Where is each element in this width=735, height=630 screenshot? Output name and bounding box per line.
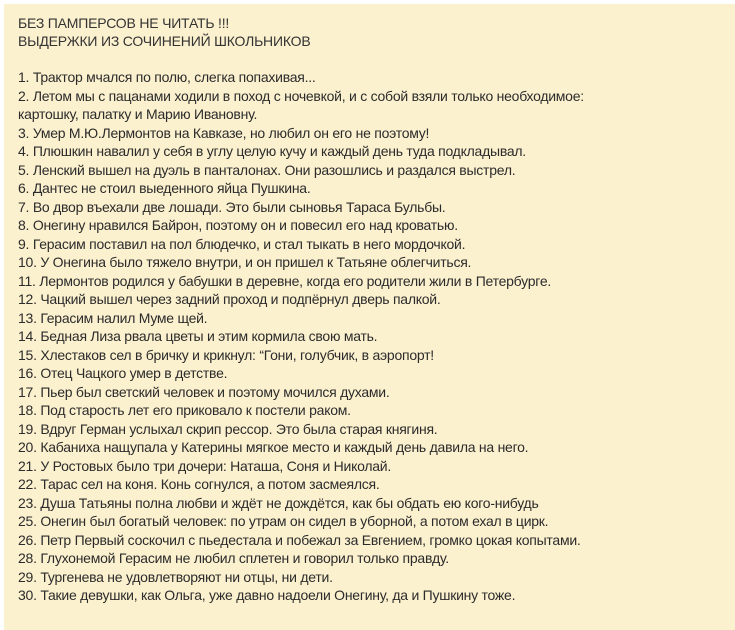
list-item: 30. Такие девушки, как Ольга, уже давно надоели Онегину, да и Пушкину тоже. xyxy=(18,587,516,603)
quotes-list xyxy=(18,68,735,605)
list-item: 23. Душа Татьяны полна любви и ждёт не дождётся, как бы обдать ею кого-нибудь xyxy=(18,494,539,511)
list-item: 1. Трактор мчался по полю, слегка попахивая... xyxy=(18,69,316,85)
list-item: 9. Герасим поставил на пол блюдечко, и стал тыкать в него мордочкой. xyxy=(18,235,466,252)
post-title xyxy=(18,14,735,50)
list-item: 11. Лермонтов родился у бабушки в деревне, когда его родители жили в Петербурге. xyxy=(18,272,551,289)
list-item: 4. Плюшкин навалил у себя в углу целую кучу и каждый день туда подкладывал. xyxy=(18,143,526,159)
list-item: 19. Вдруг Герман услыхал скрип рессор. Это была старая княгиня. xyxy=(18,420,438,437)
list-item: 15. Хлестаков сел в бричку и крикнул: “Гони, голубчик, в аэропорт! xyxy=(18,346,434,363)
list-item: 26. Петр Первый соскочил с пьедестала и побежал за Евгением, громко цокая копытами. xyxy=(18,531,581,548)
title-line-2: ВЫДЕРЖКИ ИЗ СОЧИНЕНИЙ ШКОЛЬНИКОВ xyxy=(18,33,311,49)
list-item: 16. Отец Чацкого умер в детстве. xyxy=(18,365,228,381)
list-item: 2. Летом мы с пацанами ходили в поход с ночевкой, и с собой взяли только необходимое: картошку, палатку и Марию Ивановну. xyxy=(18,87,584,122)
list-item: 13. Герасим налил Муме щей. xyxy=(18,309,208,326)
title-line-1: БЕЗ ПАМПЕРСОВ НЕ ЧИТАТЬ !!! xyxy=(18,15,230,31)
list-item: 3. Умер М.Ю.Лермонтов на Кавказе, но любил он его не поэтому! xyxy=(18,124,430,141)
list-item: 28. Глухонемой Герасим не любил сплетен и говорил только правду. xyxy=(18,550,449,566)
list-item: 14. Бедная Лиза рвала цветы и этим кормила свою мать. xyxy=(18,328,378,344)
list-item: 17. Пьер был светский человек и поэтому мочился духами. xyxy=(18,383,390,400)
list-item: 20. Кабаниха нащупала у Катерины мягкое место и каждый день давила на него. xyxy=(18,439,529,455)
list-item: 7. Во двор въехали две лошади. Это были сыновья Тараса Бульбы. xyxy=(18,198,446,215)
post-card xyxy=(4,4,735,630)
list-item: 8. Онегину нравился Байрон, поэтому он и повесил его над кроватью. xyxy=(18,217,458,233)
list-item: 6. Дантес не стоил выеденного яйца Пушкина. xyxy=(18,180,311,196)
list-item: 18. Под старость лет его приковало к постели раком. xyxy=(18,402,351,418)
list-item: 12. Чацкий вышел через задний проход и подпёрнул дверь палкой. xyxy=(18,291,441,307)
list-item: 10. У Онегина было тяжело внутри, и он пришел к Татьяне облегчиться. xyxy=(18,254,472,270)
list-item: 29. Тургенева не удовлетворяют ни отцы, ни дети. xyxy=(18,568,333,585)
list-item: 21. У Ростовых было три дочери: Наташа, Соня и Николай. xyxy=(18,457,392,474)
list-item: 5. Ленский вышел на дуэль в панталонах. Они разошлись и раздался выстрел. xyxy=(18,161,516,178)
list-item: 22. Тарас сел на коня. Конь согнулся, а потом засмеялся. xyxy=(18,476,380,492)
list-item: 25. Онегин был богатый человек: по утрам он сидел в уборной, а потом ехал в цирк. xyxy=(18,513,549,529)
